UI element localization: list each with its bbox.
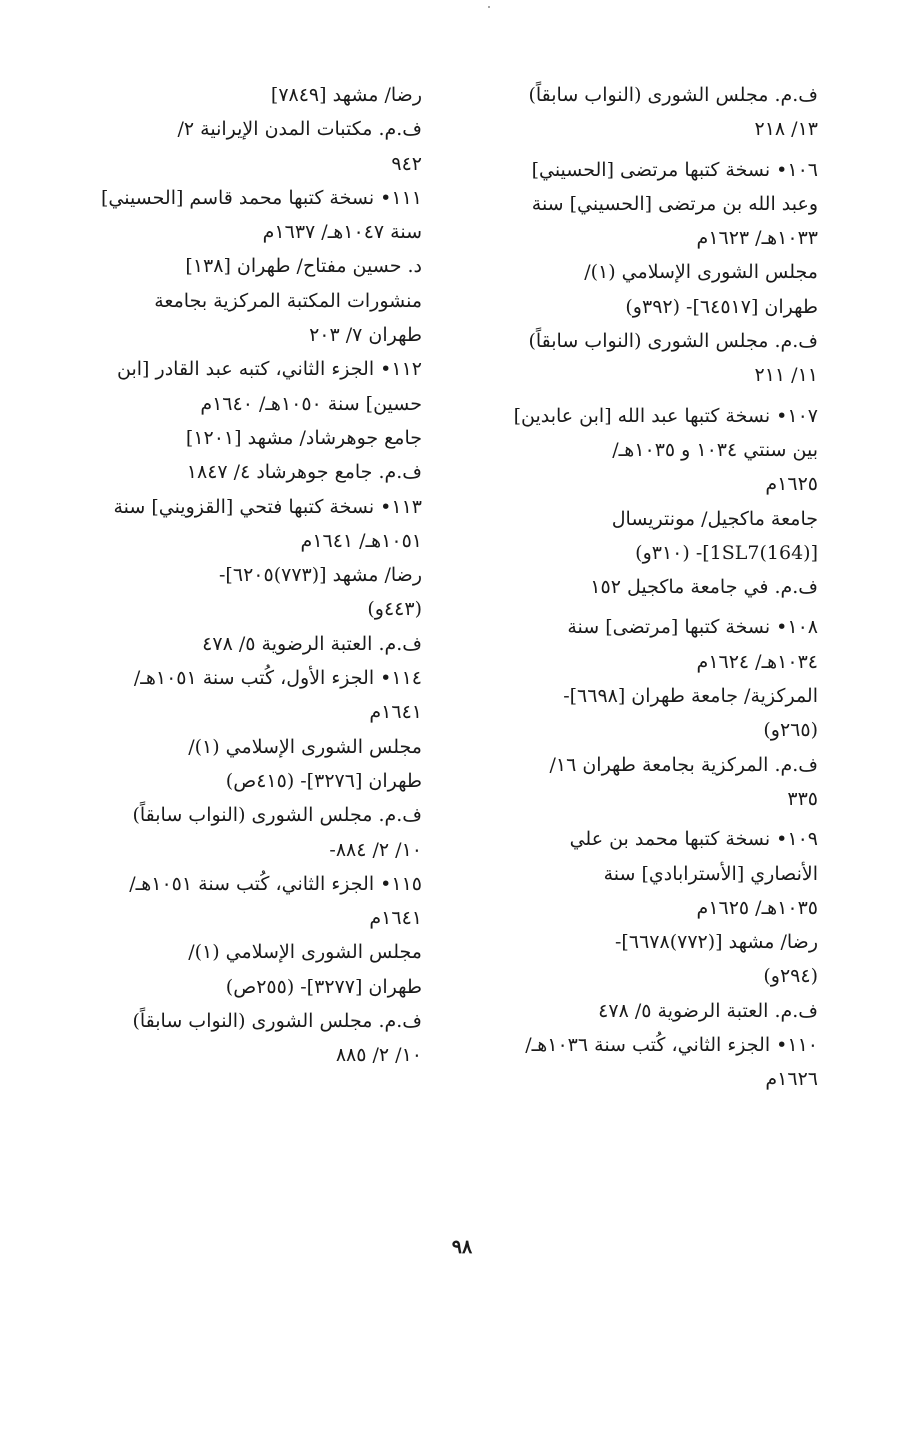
text-line: ١٦٤١م xyxy=(369,907,422,930)
text-line: ١٠٦• نسخة كتبها مرتضى [الحسيني] xyxy=(531,158,818,181)
text-line: ف.م. المركزية بجامعة طهران ١٦/ xyxy=(549,753,818,776)
text-line: ١٠٣٥هـ/ ١٦٢٥م xyxy=(696,896,818,919)
text-line: ١٠٧• نسخة كتبها عبد الله [ابن عابدين] xyxy=(513,404,818,427)
text-line: ١٦٢٥م xyxy=(765,473,818,496)
text-line: ف.م. في جامعة ماكجيل ١٥٢ xyxy=(590,576,818,599)
text-line: مجلس الشورى الإسلامي (١)/ xyxy=(584,261,818,284)
left-column xyxy=(82,78,422,1073)
text-line: [(164)1SL7]- (٣١٠و) xyxy=(635,541,818,564)
text-line: حسين] سنة ١٠٥٠هـ/ ١٦٤٠م xyxy=(200,392,422,415)
text-line: ١١/ ٢١١ xyxy=(754,364,818,387)
text-line: ف.م. مجلس الشورى (النواب سابقاً) xyxy=(528,330,818,353)
text-line: ١٠٣٤هـ/ ١٦٢٤م xyxy=(696,650,818,673)
text-line: ١٠٣٣هـ/ ١٦٢٣م xyxy=(696,227,818,250)
text-line: ١١٠• الجزء الثاني، كُتب سنة ١٠٣٦هـ/ xyxy=(525,1034,818,1057)
text-line: رضا/ مشهد [(٧٧٢)٦٦٧٨]- xyxy=(615,931,818,954)
text-line: ١١٣• نسخة كتبها فتحي [القزويني] سنة xyxy=(113,495,422,518)
text-line: ١٠٩• نسخة كتبها محمد بن علي xyxy=(569,828,818,851)
text-line: ف.م. مجلس الشورى (النواب سابقاً) xyxy=(528,84,818,106)
text-line: طهران [٣٢٧٧]- (٢٥٥ص) xyxy=(225,975,422,998)
text-line: ١١٢• الجزء الثاني، كتبه عبد القادر [ابن xyxy=(117,358,422,381)
text-line: ف.م. العتبة الرضوية ٥/ ٤٧٨ xyxy=(202,632,422,655)
text-line: د. حسين مفتاح/ طهران [١٣٨] xyxy=(185,255,422,278)
text-line: منشورات المكتبة المركزية بجامعة xyxy=(154,289,422,312)
text-line: ١١٥• الجزء الثاني، كُتب سنة ١٠٥١هـ/ xyxy=(129,872,422,895)
text-line: ف.م. مكتبات المدن الإيرانية ٢/ xyxy=(177,118,422,141)
text-line: المركزية/ جامعة طهران [٦٦٩٨]- xyxy=(563,685,818,708)
text-line: (٢٦٥و) xyxy=(763,719,818,742)
text-line: ٩٤٢ xyxy=(391,152,422,175)
text-line: ١٣/ ٢١٨ xyxy=(754,118,818,141)
text-line: ١٦٤١م xyxy=(369,701,422,724)
text-line: سنة ١٠٤٧هـ/ ١٦٣٧م xyxy=(262,221,422,244)
scan-speck xyxy=(488,6,490,8)
text-line: طهران [٦٤٥١٧]- (٣٩٢و) xyxy=(625,295,818,318)
right-column xyxy=(462,78,818,1097)
text-line: رضا/ مشهد [٧٨٤٩] xyxy=(270,84,422,106)
text-line: ف.م. مجلس الشورى (النواب سابقاً) xyxy=(132,1010,422,1033)
text-line: ٣٣٥ xyxy=(787,787,818,810)
page-number: ٩٨ xyxy=(451,1236,473,1258)
text-line: جامع جوهرشاد/ مشهد [١٢٠١] xyxy=(185,426,422,449)
text-line: ف.م. جامع جوهرشاد ٤/ ١٨٤٧ xyxy=(186,461,422,484)
text-line: ١١٤• الجزء الأول، كُتب سنة ١٠٥١هـ/ xyxy=(133,667,422,690)
text-line: الأنصاري [الأسترابادي] سنة xyxy=(603,862,818,885)
text-line: طهران ٧/ ٢٠٣ xyxy=(309,324,422,347)
text-line: ١٠/ ٢/ ٨٨٤- xyxy=(329,838,422,861)
text-line: (٤٤٣و) xyxy=(367,598,422,621)
text-line: رضا/ مشهد [(٧٧٣)٦٢٠٥]- xyxy=(219,564,422,587)
text-line: ١٠٨• نسخة كتبها [مرتضى] سنة xyxy=(567,616,818,639)
text-line: مجلس الشورى الإسلامي (١)/ xyxy=(188,735,422,758)
text-line: ١٠/ ٢/ ٨٨٥ xyxy=(335,1044,422,1067)
text-line: ١١١• نسخة كتبها محمد قاسم [الحسيني] xyxy=(100,186,422,209)
text-line: ١٦٢٦م xyxy=(765,1068,818,1091)
text-line: بين سنتي ١٠٣٤ و ١٠٣٥هـ/ xyxy=(612,438,818,461)
text-line: مجلس الشورى الإسلامي (١)/ xyxy=(188,941,422,964)
text-line: ف.م. مجلس الشورى (النواب سابقاً) xyxy=(132,804,422,827)
text-line: ف.م. العتبة الرضوية ٥/ ٤٧٨ xyxy=(598,999,818,1022)
text-line: طهران [٣٢٧٦]- (٤١٥ص) xyxy=(225,769,422,792)
text-line: (٢٩٤و) xyxy=(763,965,818,988)
text-line: ١٠٥١هـ/ ١٦٤١م xyxy=(300,529,422,552)
text-line: وعبد الله بن مرتضى [الحسيني] سنة xyxy=(531,192,818,215)
text-line: جامعة ماكجيل/ مونتريسال xyxy=(611,507,818,530)
